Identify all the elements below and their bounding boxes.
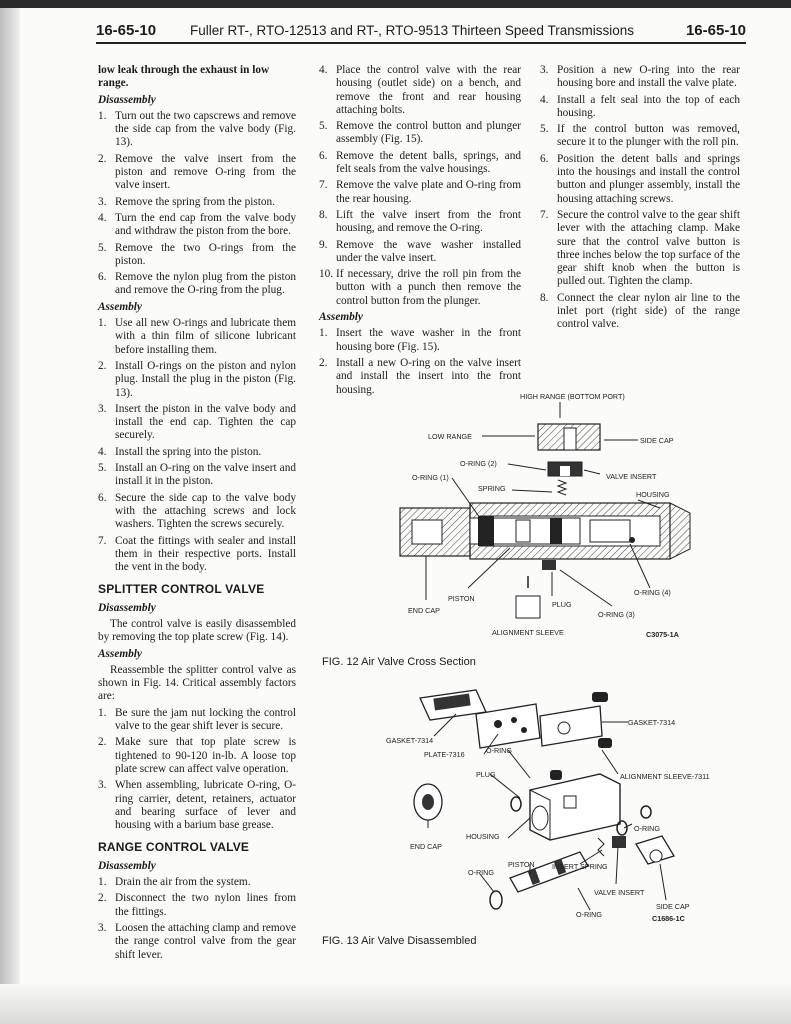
step-text: If the control button was removed, secure it to the plunger with the roll pin. [557,123,740,149]
range-assembly-heading: Assembly [319,311,363,324]
step-text: Lift the valve insert from the front housing, and remove the O-ring. [336,208,521,235]
label-gasket-right: GASKET-7314 [628,718,676,727]
figure-13-caption: FIG. 13 Air Valve Disassembled [322,935,477,947]
figure-13-air-valve-disassembled [380,678,710,928]
step-item [319,179,521,206]
label-housing: HOUSING [636,490,670,499]
step-item [319,327,521,354]
scan-top-edge [0,0,791,8]
step-text: When assembling, lubricate O-ring, O-ring carrier, detent, retainers, actuator and bearing surface of lever and housing with a barium base grease. [115,779,296,832]
step-text: Position the detent balls and springs into the housings and install the control button and plunger assembly, install the housing attaching screws. [557,152,740,205]
step-number: 6. [98,271,107,284]
step-item [98,462,296,489]
header-rule [96,42,746,44]
step-text: Remove the wave washer installed under the valve insert. [336,238,521,264]
splitter-assembly-text: Reassemble the splitter control valve as shown in Fig. 14. Critical assembly factors are: [98,663,296,703]
step-number: 5. [98,241,107,254]
step-item [98,492,296,532]
label-piston: PISTON [448,594,475,603]
step-text: Connect the clear nylon air line to the inlet port (right side) of the range control valve. [557,291,740,331]
step-number: 1. [98,317,107,330]
step-number: 4. [540,93,549,106]
label-oring-b: O-RING [634,824,660,833]
step-item [319,239,521,266]
step-item [540,94,740,121]
label-insert-spring: INSERT SPRING [552,862,608,871]
step-text: Remove the nylon plug from the piston and remove the O-ring from the plug. [115,271,296,297]
step-item [98,779,296,832]
step-number: 1. [319,327,328,340]
step-number: 4. [319,64,328,76]
label-low-range: LOW RANGE [428,432,472,441]
step-number: 7. [319,179,328,192]
step-item [540,153,740,206]
step-number: 7. [540,208,549,221]
step-item [540,209,740,289]
label-high-range: HIGH RANGE (BOTTOM PORT) [520,392,625,401]
splitter-assembly-heading: Assembly [98,647,142,660]
step-text: Insert the wave washer in the front housing bore (Fig. 15). [336,327,521,353]
label-oring-c: O-RING [468,868,494,877]
disassembly-steps [98,110,296,298]
step-text: Position a new O-ring into the rear housing bore and install the valve plate. [557,64,740,90]
label-plug: PLUG [476,770,496,779]
step-text: Secure the side cap to the valve body with the attaching screws and lock washers. Tighten the screws securely. [115,491,296,531]
label-oring-3: O-RING (3) [598,610,635,619]
step-text: Place the control valve with the rear housing (outlet side) on a bench, and remove the front and rear housing attaching bolts. [336,64,521,116]
page-number-left: 16-65-10 [96,22,157,39]
step-item [98,271,296,298]
step-number: 1. [98,876,107,889]
step-item [98,403,296,443]
step-number: 8. [540,291,549,304]
intro-text: low leak through the exhaust in low range. [98,64,270,90]
range-steps [98,876,296,962]
page-number-right: 16-65-10 [685,22,746,39]
step-item [319,268,521,308]
step-item [98,535,296,575]
label-oring-1: O-RING (1) [412,473,449,482]
disassembly-heading: Disassembly [98,93,156,106]
splitter-disassembly-text: The control valve is easily disassembled by removing the top plate screw (Fig. 14). [98,617,296,644]
exploded-view-drawing [380,678,700,928]
step-text: Secure the control valve to the gear shift lever with the attaching clamp. Make sure that the control valve button is three inches below the top surface of the gear shift knob when the button is pulled out. Tighten the clamp. [557,208,740,288]
step-item [319,64,521,117]
step-text: Remove the spring from the piston. [115,195,276,208]
step-item [98,736,296,776]
label-side-cap: SIDE CAP [656,902,690,911]
step-item [98,110,296,150]
step-item [540,292,740,332]
label-piston: PISTON [508,860,535,869]
step-number: 2. [98,359,107,372]
label-end-cap: END CAP [408,606,440,615]
step-text: Loosen the attaching clamp and remove the range control valve from the gear shift lever. [115,921,296,961]
assembly-heading: Assembly [98,300,142,313]
step-item [98,196,296,209]
label-end-cap: END CAP [410,842,442,851]
column-1 [98,64,296,965]
scan-bottom-edge [0,984,791,1024]
column-3 [540,64,740,335]
label-housing: HOUSING [466,832,500,841]
step-number: 9. [319,238,328,251]
label-oring-a: O-RING [486,746,512,755]
label-gasket-left: GASKET-7314 [386,736,434,745]
step-number: 1. [98,109,107,122]
range-disassembly-heading: Disassembly [98,859,156,872]
figure-12-caption: FIG. 12 Air Valve Cross Section [322,656,476,668]
step-text: Make sure that top plate screw is tightened to 90-120 in-lb. A loose top plate screw can affect valve operation. [115,736,296,775]
step-text: Remove the valve plate and O-ring from the rear housing. [336,179,521,205]
step-number: 3. [98,195,107,208]
step-item [98,876,296,889]
label-valve-insert: VALVE INSERT [594,888,645,897]
step-number: 2. [319,356,328,369]
step-number: 5. [319,120,328,133]
label-oring-d: O-RING [576,910,602,919]
step-number: 2. [98,152,107,165]
label-spring: SPRING [478,484,506,493]
step-item [319,120,521,147]
step-number: 4. [98,211,107,224]
figure-12-air-valve-cross-section [320,388,760,648]
column-2 [319,64,521,400]
splitter-steps [98,707,296,833]
label-oring-4: O-RING (4) [634,588,671,597]
step-text: Install O-rings on the piston and nylon plug. Install the plug in the piston (Fig. 13). [115,359,296,399]
step-text: If necessary, drive the roll pin from the button with a punch then remove the control button from the plunger. [336,268,521,307]
step-item [319,209,521,236]
step-text: Insert the piston in the valve body and install the end cap. Tighten the cap securely. [115,402,296,442]
step-number: 6. [540,152,549,165]
step-number: 2. [98,736,107,749]
step-text: Use all new O-rings and lubricate them with a thin film of silicone lubricant before installing them. [115,317,296,356]
step-number: 6. [319,149,328,162]
step-item [540,64,740,91]
step-text: Install an O-ring on the valve insert and install it in the piston. [115,462,296,488]
label-alignment-sleeve: ALIGNMENT SLEEVE [492,628,564,637]
label-oring-2: O-RING (2) [460,459,497,468]
cross-section-drawing [320,388,760,648]
label-plug: PLUG [552,600,572,609]
step-item [98,922,296,962]
step-text: Coat the fittings with sealer and install them in their respective ports. Install the vent in the body. [115,534,296,574]
running-title: Fuller RT-, RTO-12513 and RT-, RTO-9513 Thirteen Speed Transmissions [190,23,634,38]
step-number: 3. [98,921,107,934]
step-item [98,707,296,734]
step-text: Remove the control button and plunger assembly (Fig. 15). [336,120,521,146]
label-alignment-sleeve: ALIGNMENT SLEEVE-7311 [620,772,710,781]
step-text: Drain the air from the system. [115,876,251,889]
step-text: Install a felt seal into the top of each housing. [557,93,740,119]
step-item [98,446,296,459]
step-text: Turn the end cap from the valve body and withdraw the piston from the bore. [115,211,296,238]
range-assembly-steps-cont [540,64,740,332]
step-number: 4. [98,445,107,458]
step-number: 7. [98,534,107,547]
step-text: Turn out the two capscrews and remove the side cap from the valve body (Fig. 13). [115,109,296,149]
range-assembly-steps [319,327,521,396]
step-number: 3. [540,64,549,76]
step-text: Remove the detent balls, springs, and felt seals from the valve housings. [336,149,521,176]
figure-13-code: C1686-1C [652,914,685,923]
label-valve-insert: VALVE INSERT [606,472,657,481]
step-text: Install the spring into the piston. [115,445,262,458]
step-number: 5. [540,123,549,136]
splitter-section-heading: SPLITTER CONTROL VALVE [98,582,265,597]
step-text: Remove the valve insert from the piston and remove O-ring from the valve insert. [115,152,296,192]
label-plate: PLATE-7316 [424,750,465,759]
step-item [98,892,296,919]
assembly-steps [98,317,296,574]
step-text: Be sure the jam nut locking the control valve to the gear shift lever is secure. [115,706,296,733]
step-item [98,242,296,269]
step-item [540,123,740,150]
step-number: 1. [98,706,107,719]
step-number: 3. [98,779,107,792]
step-number: 6. [98,491,107,504]
step-item [98,317,296,357]
step-text: Remove the two O-rings from the piston. [115,241,296,267]
binding-shadow [0,0,20,1024]
step-number: 3. [98,402,107,415]
page-header [96,18,746,44]
step-text: Disconnect the two nylon lines from the fittings. [115,892,296,918]
splitter-disassembly-heading: Disassembly [98,601,156,614]
step-number: 2. [98,892,107,905]
step-item [98,212,296,239]
label-side-cap: SIDE CAP [640,436,674,445]
step-number: 10. [319,268,334,281]
step-text: Install a new O-ring on the valve insert and install the insert into the front housing. [336,356,521,396]
range-disassembly-steps-cont [319,64,521,308]
step-number: 5. [98,462,107,475]
step-number: 8. [319,208,328,221]
step-item [98,153,296,193]
figure-12-code: C3075-1A [646,630,679,639]
step-item [319,150,521,177]
step-item [98,360,296,400]
range-section-heading: RANGE CONTROL VALVE [98,840,250,855]
